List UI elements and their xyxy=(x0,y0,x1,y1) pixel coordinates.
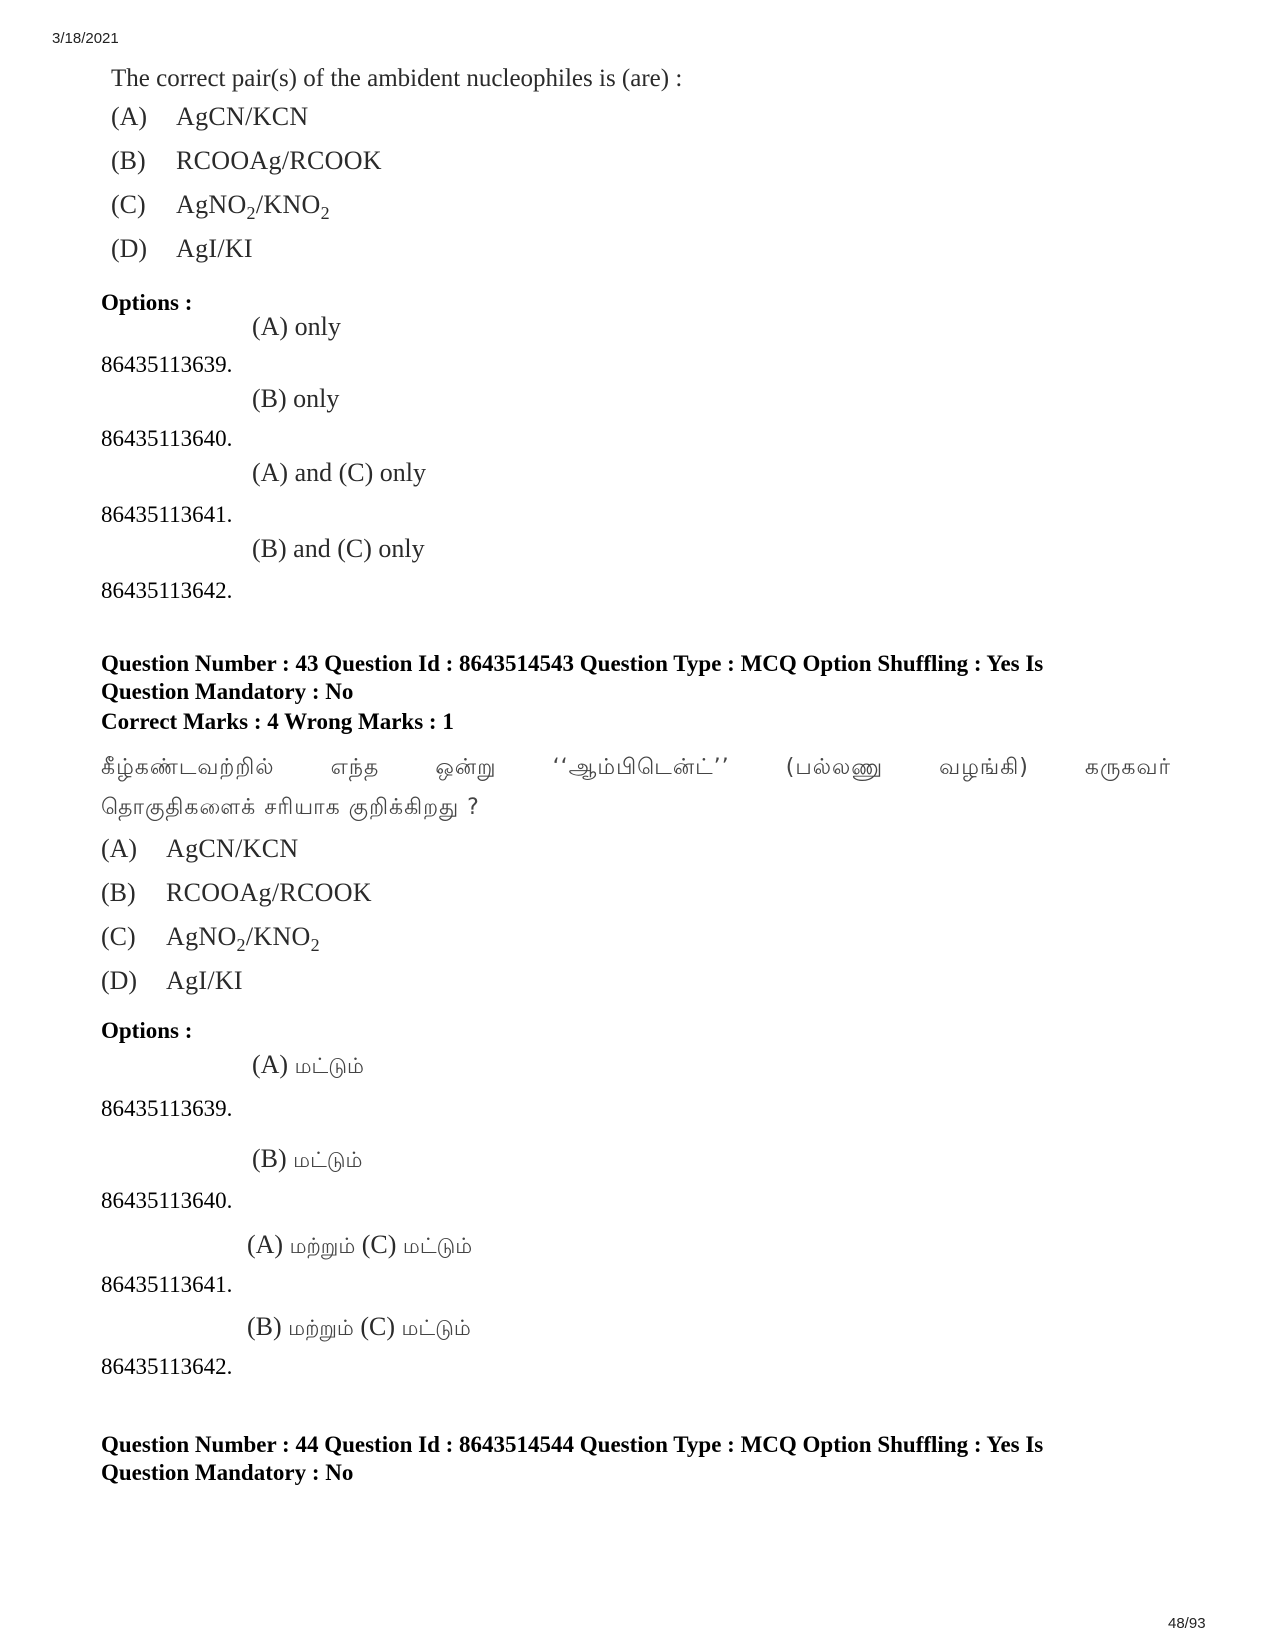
option-letter: (C) xyxy=(361,1230,397,1259)
question-meta-line: Question Mandatory : No xyxy=(101,1460,354,1485)
choice-text: AgCN/KCN xyxy=(176,102,309,131)
formula-subscript: 2 xyxy=(246,203,256,224)
choice-formula xyxy=(166,922,320,956)
option-tamil-word: மட்டும் xyxy=(402,1234,473,1258)
formula-subscript: 2 xyxy=(310,935,320,956)
formula-part: AgNO xyxy=(166,922,237,951)
option-id: 86435113641. xyxy=(101,1272,233,1297)
choice-formula xyxy=(176,190,330,224)
choice-letter: (D) xyxy=(101,966,138,995)
formula-subscript: 2 xyxy=(236,935,246,956)
option-tamil-word: மட்டும் xyxy=(401,1316,471,1340)
option-answer: (A) and (C) only xyxy=(252,458,427,487)
question-43-meta xyxy=(101,650,1111,706)
question-meta-line: Question Number : 43 Question Id : 8643514543 Question Type : MCQ Option Shuffling : Yes Is xyxy=(101,651,1044,676)
question-42-stem-block xyxy=(111,60,682,278)
option-id: 86435113640. xyxy=(101,1188,233,1213)
choice-text: AgI/KI xyxy=(176,234,253,263)
formula-subscript: 2 xyxy=(320,203,330,224)
question-meta-line: Question Mandatory : No xyxy=(101,679,354,704)
options-heading: Options : xyxy=(101,290,193,315)
option-row xyxy=(101,534,801,603)
choice-row xyxy=(111,190,682,234)
formula-part: /KNO xyxy=(245,922,311,951)
print-date: 3/18/2021 xyxy=(52,30,119,47)
choice-letter: (C) xyxy=(101,922,136,951)
formula-part: /KNO xyxy=(255,190,321,219)
question-43-choices xyxy=(101,834,1171,1010)
page-number: 48/93 xyxy=(1168,1615,1206,1632)
option-row xyxy=(101,1312,801,1379)
option-id: 86435113642. xyxy=(101,1354,233,1379)
option-answer: (B) only xyxy=(252,384,340,413)
option-row xyxy=(101,458,801,527)
option-id: 86435113639. xyxy=(101,1096,233,1121)
option-letter: (A) xyxy=(247,1230,284,1259)
option-id: 86435113640. xyxy=(101,426,233,451)
option-tamil-word: மட்டும் xyxy=(293,1148,363,1172)
choice-letter: (A) xyxy=(111,102,148,131)
option-answer: (A) only xyxy=(252,312,341,341)
option-tamil-word: மற்றும் xyxy=(289,1234,356,1258)
choice-letter: (B) xyxy=(101,878,136,907)
choice-text: RCOOAg/RCOOK xyxy=(176,146,382,175)
option-tamil-word: மட்டும் xyxy=(294,1054,364,1078)
choice-row xyxy=(101,878,1171,922)
option-letter: (B) xyxy=(252,1144,287,1173)
question-meta-line: Question Number : 44 Question Id : 8643514544 Question Type : MCQ Option Shuffling : Yes Is xyxy=(101,1432,1044,1457)
option-id: 86435113642. xyxy=(101,578,233,603)
option-row xyxy=(101,1050,801,1121)
choice-row xyxy=(101,966,1171,1010)
choice-text: AgCN/KCN xyxy=(166,834,299,863)
question-43-marks: Correct Marks : 4 Wrong Marks : 1 xyxy=(101,709,454,734)
choice-row xyxy=(111,146,682,190)
choice-letter: (A) xyxy=(101,834,138,863)
question-42-stem: The correct pair(s) of the ambident nucleophiles is (are) : xyxy=(111,65,683,92)
choice-letter: (C) xyxy=(111,190,146,219)
choice-letter: (D) xyxy=(111,234,148,263)
question-43-stem-block xyxy=(101,748,1171,1010)
option-row xyxy=(101,384,801,451)
option-row xyxy=(101,1230,801,1297)
choice-row xyxy=(111,102,682,146)
choice-text: RCOOAg/RCOOK xyxy=(166,878,372,907)
option-answer xyxy=(252,1050,364,1081)
formula-part: AgNO xyxy=(176,190,247,219)
option-letter: (A) xyxy=(252,1050,289,1079)
question-44-meta xyxy=(101,1431,1111,1487)
choice-letter: (B) xyxy=(111,146,146,175)
question-42-choices xyxy=(111,102,682,278)
option-id: 86435113639. xyxy=(101,352,233,377)
question-43-stem-line: கீழ்கண்டவற்றில் எந்த ஒன்று ‘‘ஆம்பிடென்ட்’’ (பல்லணு வழங்கி) கருகவர் xyxy=(101,755,1171,780)
option-letter: (B) xyxy=(247,1312,282,1341)
options-heading: Options : xyxy=(101,1018,193,1043)
option-tamil-word: மற்றும் xyxy=(288,1316,354,1340)
question-43-stem-line: தொகுதிகளைக் சரியாக குறிக்கிறது ? xyxy=(101,795,480,820)
option-answer xyxy=(247,1230,472,1261)
option-answer xyxy=(252,1144,362,1175)
choice-row xyxy=(101,922,1171,966)
choice-row xyxy=(111,234,682,278)
option-letter: (C) xyxy=(360,1312,395,1341)
option-row xyxy=(101,312,801,377)
option-answer xyxy=(247,1312,471,1343)
choice-row xyxy=(101,834,1171,878)
option-row xyxy=(101,1144,801,1213)
choice-text: AgI/KI xyxy=(166,966,243,995)
option-answer: (B) and (C) only xyxy=(252,534,425,563)
option-id: 86435113641. xyxy=(101,502,233,527)
